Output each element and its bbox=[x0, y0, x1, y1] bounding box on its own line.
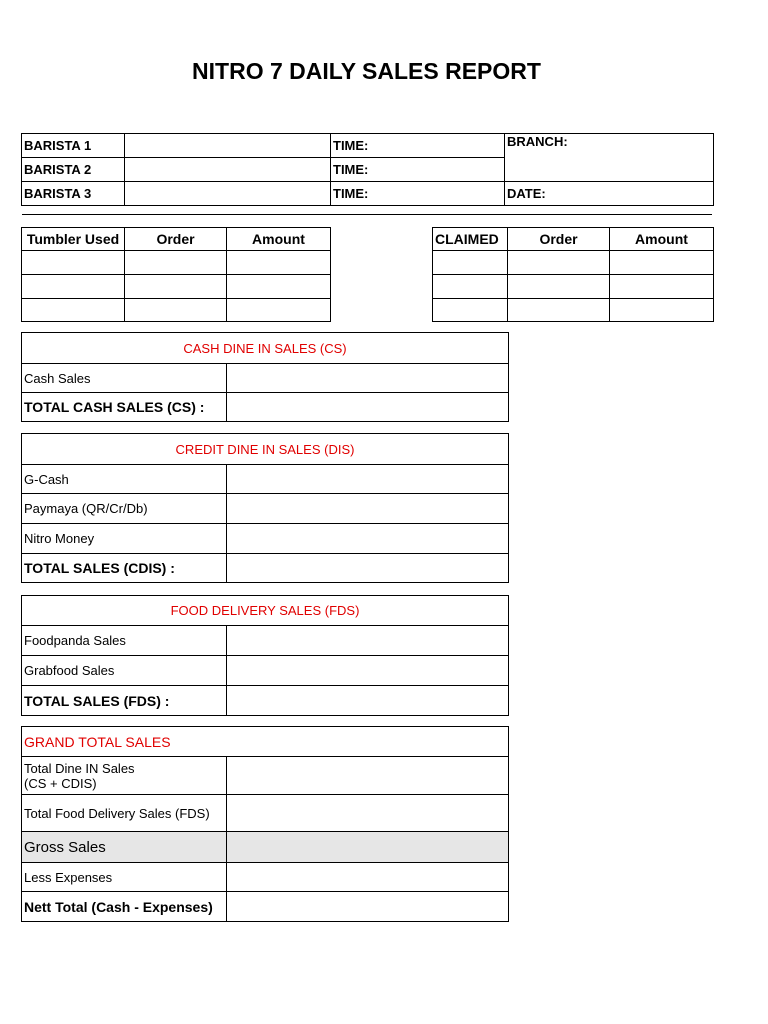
cash-sales-label: Cash Sales bbox=[22, 364, 227, 393]
total-dine-in-label bbox=[22, 757, 227, 795]
cash-sales-field[interactable] bbox=[227, 364, 509, 393]
staff-info-table bbox=[21, 133, 714, 206]
barista-1-field[interactable] bbox=[125, 134, 331, 158]
grand-total-table bbox=[21, 726, 509, 922]
gross-sales-field[interactable] bbox=[227, 832, 509, 863]
claimed-cell[interactable] bbox=[508, 275, 610, 299]
tumbler-used-header: Tumbler Used bbox=[22, 228, 125, 251]
barista-2-label: BARISTA 2 bbox=[22, 158, 125, 182]
grabfood-label: Grabfood Sales bbox=[22, 656, 227, 686]
total-cdis-field[interactable] bbox=[227, 554, 509, 583]
tumbler-cell[interactable] bbox=[22, 251, 125, 275]
claimed-cell[interactable] bbox=[508, 251, 610, 275]
divider-line bbox=[22, 214, 712, 215]
barista-1-label: BARISTA 1 bbox=[22, 134, 125, 158]
total-cdis-label: TOTAL SALES (CDIS) : bbox=[22, 554, 227, 583]
food-delivery-heading: FOOD DELIVERY SALES (FDS) bbox=[22, 596, 509, 626]
less-expenses-label: Less Expenses bbox=[22, 863, 227, 892]
total-food-delivery-label: Total Food Delivery Sales (FDS) bbox=[22, 795, 227, 832]
nett-total-field[interactable] bbox=[227, 892, 509, 922]
time-2-label: TIME: bbox=[331, 158, 505, 182]
gcash-field[interactable] bbox=[227, 465, 509, 494]
paymaya-field[interactable] bbox=[227, 494, 509, 524]
nitro-money-field[interactable] bbox=[227, 524, 509, 554]
credit-dine-in-table bbox=[21, 433, 509, 583]
nitro-money-label: Nitro Money bbox=[22, 524, 227, 554]
tumbler-cell[interactable] bbox=[22, 275, 125, 299]
less-expenses-field[interactable] bbox=[227, 863, 509, 892]
cash-dine-in-heading: CASH DINE IN SALES (CS) bbox=[22, 333, 509, 364]
total-dine-in-field[interactable] bbox=[227, 757, 509, 795]
branch-label[interactable]: BRANCH: bbox=[505, 134, 714, 182]
gross-sales-label: Gross Sales bbox=[22, 832, 227, 863]
tumbler-cell[interactable] bbox=[125, 299, 227, 322]
total-fds-field[interactable] bbox=[227, 686, 509, 716]
food-delivery-table bbox=[21, 595, 509, 716]
tumbler-cell[interactable] bbox=[227, 299, 331, 322]
time-3-label: TIME: bbox=[331, 182, 505, 206]
credit-dine-in-heading: CREDIT DINE IN SALES (DIS) bbox=[22, 434, 509, 465]
barista-3-label: BARISTA 3 bbox=[22, 182, 125, 206]
claimed-cell[interactable] bbox=[433, 251, 508, 275]
tumbler-table bbox=[21, 227, 331, 322]
foodpanda-label: Foodpanda Sales bbox=[22, 626, 227, 656]
tumbler-order-header: Order bbox=[125, 228, 227, 251]
barista-2-field[interactable] bbox=[125, 158, 331, 182]
claimed-cell[interactable] bbox=[433, 275, 508, 299]
total-fds-label: TOTAL SALES (FDS) : bbox=[22, 686, 227, 716]
grabfood-field[interactable] bbox=[227, 656, 509, 686]
claimed-order-header: Order bbox=[508, 228, 610, 251]
tumbler-cell[interactable] bbox=[125, 251, 227, 275]
claimed-header: CLAIMED bbox=[433, 228, 508, 251]
date-label[interactable]: DATE: bbox=[505, 182, 714, 206]
cash-dine-in-table bbox=[21, 332, 509, 422]
time-1-label: TIME: bbox=[331, 134, 505, 158]
claimed-cell[interactable] bbox=[610, 251, 714, 275]
paymaya-label: Paymaya (QR/Cr/Db) bbox=[22, 494, 227, 524]
foodpanda-field[interactable] bbox=[227, 626, 509, 656]
tumbler-cell[interactable] bbox=[227, 251, 331, 275]
page-title: NITRO 7 DAILY SALES REPORT bbox=[192, 58, 541, 84]
nett-total-label: Nett Total (Cash - Expenses) bbox=[22, 892, 227, 922]
total-dine-in-line-1: Total Dine IN Sales bbox=[24, 760, 135, 776]
claimed-cell[interactable] bbox=[610, 299, 714, 322]
total-food-delivery-field[interactable] bbox=[227, 795, 509, 832]
total-cash-sales-field[interactable] bbox=[227, 393, 509, 422]
gcash-label: G-Cash bbox=[22, 465, 227, 494]
tumbler-amount-header: Amount bbox=[227, 228, 331, 251]
claimed-cell[interactable] bbox=[433, 299, 508, 322]
tumbler-cell[interactable] bbox=[227, 275, 331, 299]
tumbler-cell[interactable] bbox=[125, 275, 227, 299]
claimed-cell[interactable] bbox=[610, 275, 714, 299]
tumbler-cell[interactable] bbox=[22, 299, 125, 322]
barista-3-field[interactable] bbox=[125, 182, 331, 206]
claimed-amount-header: Amount bbox=[610, 228, 714, 251]
grand-total-heading: GRAND TOTAL SALES bbox=[22, 727, 509, 757]
claimed-cell[interactable] bbox=[508, 299, 610, 322]
total-cash-sales-label: TOTAL CASH SALES (CS) : bbox=[22, 393, 227, 422]
total-dine-in-line-2: (CS + CDIS) bbox=[24, 775, 97, 791]
claimed-table bbox=[432, 227, 714, 322]
